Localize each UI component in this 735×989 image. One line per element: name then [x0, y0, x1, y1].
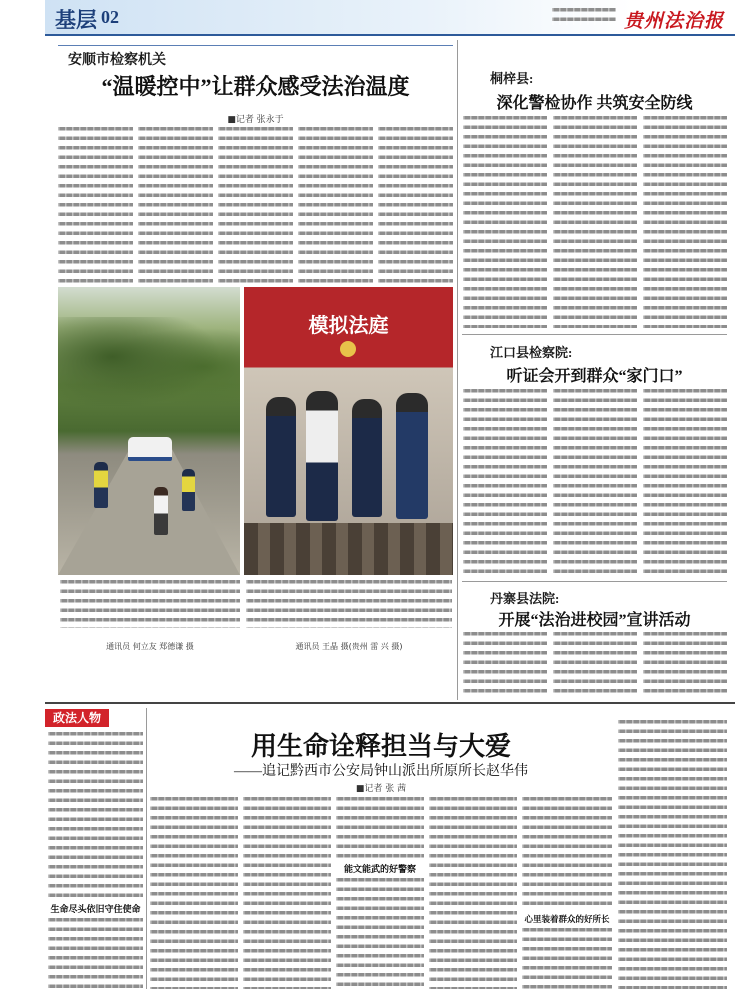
brief-divider [462, 334, 727, 335]
feature-subheadline: ——追记黔西市公安局钟山派出所原所长赵华伟 [234, 764, 528, 779]
column-label-badge: 政法人物 [45, 709, 109, 727]
sidebar-divider [146, 708, 147, 989]
feature-body-column [618, 720, 727, 989]
feature-body-column [429, 797, 517, 989]
section-name: 基层 [55, 8, 97, 32]
uniformed-figure [352, 399, 382, 517]
sidebar-body-column [48, 732, 143, 898]
brief-headline: 深化警检协作 共筑安全防线 [496, 95, 693, 112]
lead-photo-traffic [58, 287, 240, 575]
officer-figure [94, 462, 108, 508]
lead-body-column [298, 127, 373, 283]
photo-credit: 通讯员 何立友 郑德谦 摄 [106, 642, 194, 651]
lead-body-column [138, 127, 213, 283]
column-divider [457, 40, 458, 700]
brief-kicker: 丹寨县法院: [490, 591, 560, 606]
feature-body-column [522, 928, 612, 989]
lead-top-rule [58, 45, 453, 46]
uniformed-figure [266, 397, 296, 517]
photo-credit: 通讯员 王晶 摄(贵州 雷 兴 摄) [295, 642, 403, 651]
lead-photo-mock-court [244, 287, 453, 575]
feature-body-column [336, 878, 424, 989]
feature-body-column [336, 797, 424, 858]
uniformed-figure [306, 391, 338, 521]
court-emblem-icon [340, 341, 356, 357]
brief-body-column [553, 632, 637, 698]
lead-body-column [378, 127, 453, 283]
masthead-logo: 贵州法治报 [624, 11, 725, 32]
brief-kicker: 江口县检察院: [490, 345, 573, 360]
feature-subhead: 能文能武的好警察 [343, 865, 416, 875]
brief-body-column [463, 632, 547, 698]
photo-caption [246, 580, 452, 628]
police-car [128, 437, 172, 461]
brief-body-column [643, 632, 727, 698]
feature-subhead: 心里装着群众的好所长 [524, 915, 610, 925]
feature-body-column [150, 797, 238, 989]
civilian-figure [154, 487, 168, 535]
brief-body-column [643, 389, 727, 575]
feature-body-column [243, 797, 331, 989]
brief-headline: 开展“法治进校园”宣讲活动 [498, 612, 691, 629]
lead-headline: “温暖控中”让群众感受法治温度 [101, 74, 410, 99]
officer-figure [182, 469, 195, 511]
sidebar-body-column [48, 918, 143, 989]
sidebar-subhead: 生命尽头依旧守住使命 [50, 905, 141, 915]
brief-divider [462, 581, 727, 582]
photo-road [58, 447, 240, 575]
brief-body-column [463, 389, 547, 575]
brief-body-column [553, 116, 637, 328]
brief-kicker: 桐梓县: [490, 71, 534, 86]
feature-headline: 用生命诠释担当与大爱 [250, 732, 511, 761]
court-banner-text: 模拟法庭 [308, 315, 389, 337]
uniformed-figure [396, 393, 428, 519]
header-info-lines [552, 8, 616, 25]
brief-body-column [643, 116, 727, 328]
brief-body-column [463, 116, 547, 328]
section-divider [45, 702, 735, 704]
feature-body-column [522, 797, 612, 908]
lead-body-column [58, 127, 133, 283]
photo-caption [60, 580, 240, 628]
lead-kicker: 安顺市检察机关 [68, 53, 166, 68]
brief-body-column [553, 389, 637, 575]
audience-row [244, 523, 453, 575]
page-number: 02 [101, 7, 119, 27]
lead-byline: ■记者 张永于 [227, 115, 284, 125]
feature-byline: ■记者 张 茜 [355, 784, 407, 794]
brief-headline: 听证会开到群众“家门口” [506, 368, 683, 385]
photo-trees [58, 317, 240, 417]
lead-body-column [218, 127, 293, 283]
header-rule [45, 34, 735, 36]
